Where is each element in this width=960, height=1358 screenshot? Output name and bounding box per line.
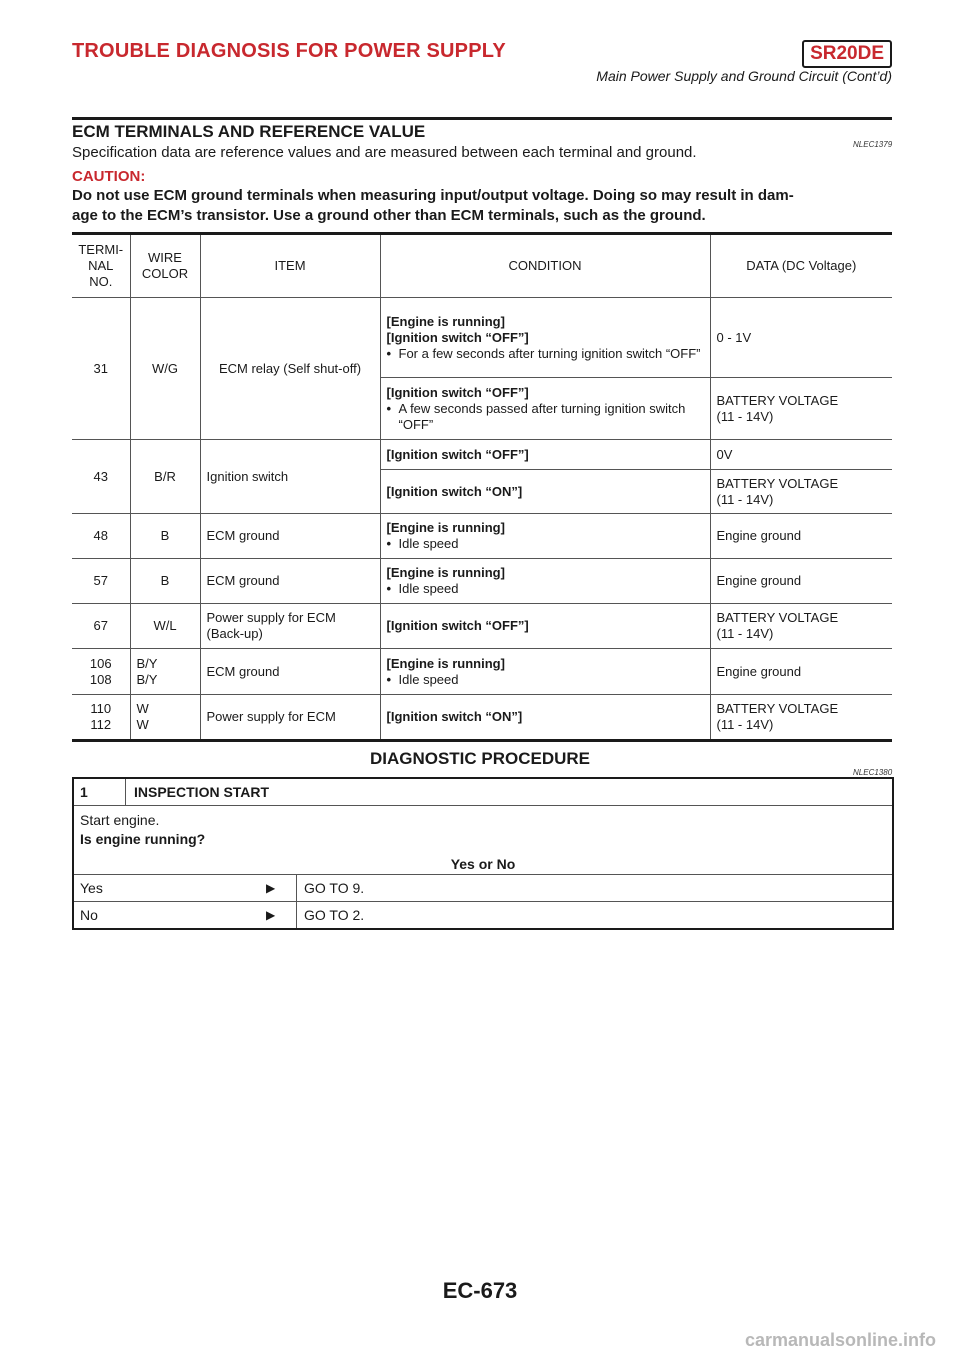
wire-cell: W W	[130, 695, 200, 741]
ecm-terminal-table	[72, 232, 892, 742]
condition-cell: [Engine is running] • Idle speed	[380, 559, 710, 604]
col-header-wire: WIRE COLOR	[130, 234, 200, 298]
item-cell: Power supply for ECM (Back-up)	[200, 604, 380, 649]
condition-cell: [Engine is running] • Idle speed	[380, 649, 710, 695]
data-cell: 0V	[710, 440, 892, 470]
answer-label: No	[80, 907, 98, 923]
item-cell: ECM ground	[200, 514, 380, 559]
section-tag-ecm: NLEC1379	[853, 140, 893, 149]
data-cell: Engine ground	[710, 514, 892, 559]
caution-line-1: Do not use ECM ground terminals when measuring input/output voltage. Doing so may result in dam-	[72, 187, 794, 204]
condition-cell: [Ignition switch “ON”]	[380, 470, 710, 514]
answer-row-no	[74, 902, 892, 928]
answer-divider	[296, 902, 297, 928]
answer-row-yes	[74, 875, 892, 902]
page-number: EC-673	[442, 1278, 518, 1303]
terminal-cell: 57	[72, 559, 130, 604]
wire-cell: B/Y B/Y	[130, 649, 200, 695]
col-header-condition: CONDITION	[380, 234, 710, 298]
item-cell: ECM ground	[200, 559, 380, 604]
data-cell: Engine ground	[710, 559, 892, 604]
condition-cell: [Ignition switch “OFF”]	[380, 440, 710, 470]
page-subtitle: Main Power Supply and Ground Circuit (Cont’d)	[596, 68, 892, 84]
table-row	[72, 298, 892, 378]
wire-cell: W/G	[130, 298, 200, 440]
data-cell: 0 - 1V	[710, 298, 892, 378]
caution-label: CAUTION:	[72, 168, 146, 185]
terminal-cell: 67	[72, 604, 130, 649]
answer-action: GO TO 2.	[304, 907, 365, 923]
watermark: carmanualsonline.info	[744, 1330, 936, 1350]
header-divider	[72, 117, 892, 120]
caution-line-2: age to the ECM’s transistor. Use a ground other than ECM terminals, such as the ground.	[72, 207, 706, 224]
table-row	[72, 604, 892, 649]
wire-cell: W/L	[130, 604, 200, 649]
step-header	[74, 779, 892, 806]
page-title: TROUBLE DIAGNOSIS FOR POWER SUPPLY	[72, 40, 506, 62]
step-number: 1	[74, 779, 126, 805]
wire-cell: B	[130, 514, 200, 559]
terminal-cell: 110 112	[72, 695, 130, 741]
table-row	[72, 440, 892, 470]
intro-text: Specification data are reference values and are measured between each terminal and ground.	[72, 144, 697, 161]
data-cell: Engine ground	[710, 649, 892, 695]
wire-cell: B/R	[130, 440, 200, 514]
section-title-ecm: ECM TERMINALS AND REFERENCE VALUE	[72, 122, 426, 141]
step-body	[74, 806, 892, 875]
wire-cell: B	[130, 559, 200, 604]
arrow-right-icon: ▶	[266, 908, 276, 922]
col-header-terminal: TERMI- NAL NO.	[72, 234, 130, 298]
engine-badge: SR20DE	[802, 40, 892, 68]
item-cell: Power supply for ECM	[200, 695, 380, 741]
step-question: Is engine running?	[80, 831, 206, 847]
answer-label: Yes	[80, 880, 103, 896]
data-cell: BATTERY VOLTAGE (11 - 14V)	[710, 378, 892, 440]
condition-cell: [Engine is running] [Ignition switch “OFF”] • For a few seconds after turning ignition switch “OFF”	[380, 298, 710, 378]
answer-divider	[296, 875, 297, 901]
condition-cell: [Engine is running] • Idle speed	[380, 514, 710, 559]
arrow-right-icon: ▶	[266, 881, 276, 895]
table-header-row	[72, 234, 892, 298]
condition-cell: [Ignition switch “ON”]	[380, 695, 710, 741]
table-row	[72, 514, 892, 559]
table-row	[72, 649, 892, 695]
section-title-diagnostic: DIAGNOSTIC PROCEDURE	[369, 749, 591, 768]
terminal-cell: 31	[72, 298, 130, 440]
condition-cell: [Ignition switch “OFF”] • A few seconds passed after turning ignition switch “OFF”	[380, 378, 710, 440]
data-cell: BATTERY VOLTAGE (11 - 14V)	[710, 695, 892, 741]
col-header-data: DATA (DC Voltage)	[710, 234, 892, 298]
data-cell: BATTERY VOLTAGE (11 - 14V)	[710, 604, 892, 649]
table-row	[72, 559, 892, 604]
data-cell: BATTERY VOLTAGE (11 - 14V)	[710, 470, 892, 514]
procedure-step-box	[72, 777, 894, 930]
item-cell: ECM ground	[200, 649, 380, 695]
answer-action: GO TO 9.	[304, 880, 365, 896]
col-header-item: ITEM	[200, 234, 380, 298]
section-tag-diagnostic: NLEC1380	[853, 768, 893, 777]
item-cell: ECM relay (Self shut-off)	[200, 298, 380, 440]
terminal-cell: 106 108	[72, 649, 130, 695]
item-cell: Ignition switch	[200, 440, 380, 514]
terminal-cell: 48	[72, 514, 130, 559]
step-instruction: Start engine.	[80, 812, 160, 828]
condition-cell: [Ignition switch “OFF”]	[380, 604, 710, 649]
terminal-cell: 43	[72, 440, 130, 514]
answer-prompt: Yes or No	[450, 856, 516, 872]
table-row	[72, 695, 892, 741]
step-title: INSPECTION START	[134, 784, 270, 800]
